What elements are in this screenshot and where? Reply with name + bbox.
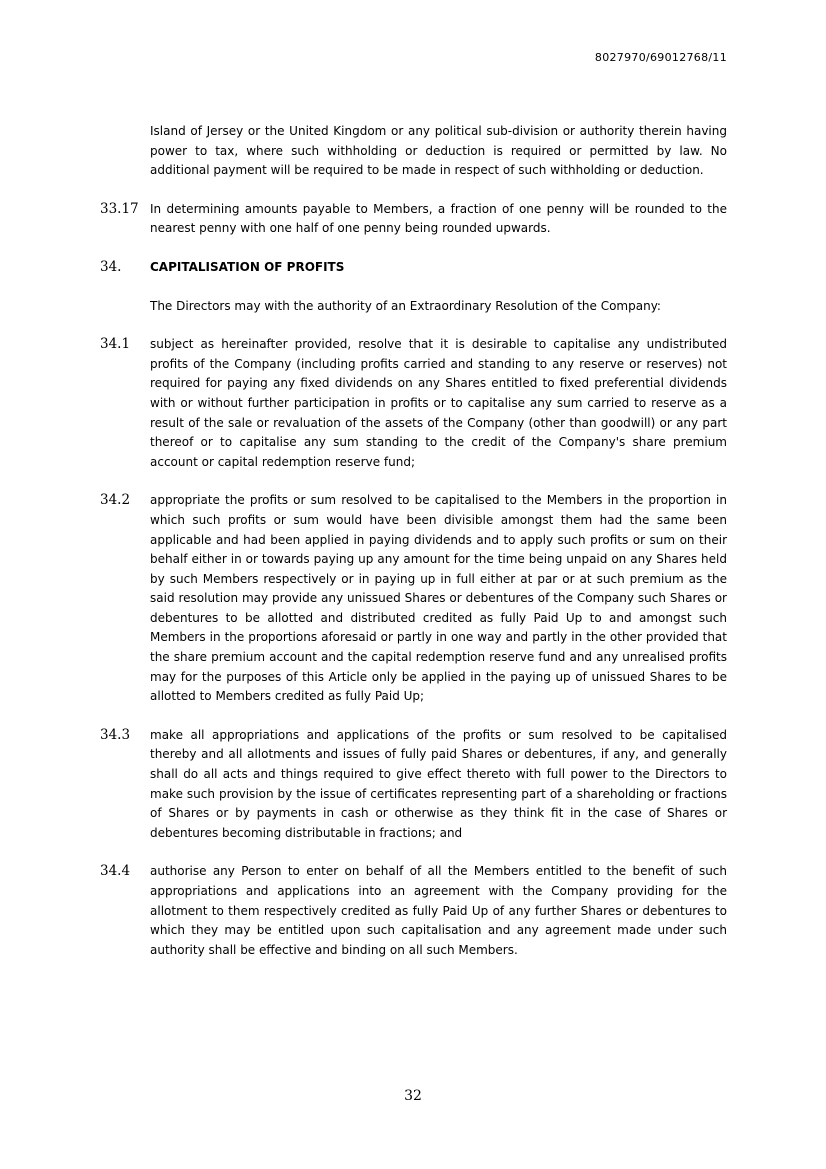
clause-number: 34.3: [100, 726, 131, 743]
clause-text: appropriate the profits or sum resolved to be capitalised to the Members in the proportion in which such profits or sum would have been divisible amongst them had the same been applicable and had been applied in paying dividends and to apply such profits or sum on their behalf either in or towards paying up any amount for the time being unpaid on any Shares held by such Members respectively or in paying up in full either at par or at such premium as the said resolution may provide any unissued Shares or debentures of the Company such Shares or debentures to be allotted and distributed credited as fully Paid Up to and amongst such Members in the proportions aforesaid or partly in one way and partly in the other provided that the share premium account and the capital redemption reserve fund and any unrealised profits may for the purposes of this Article only be applied in the paying up of unissued Shares to be allotted to Members credited as fully Paid Up;: [150, 493, 727, 704]
clause-text: subject as hereinafter provided, resolve that it is desirable to capitalise any undistributed profits of the Company (including profits carried and standing to any reserve or reserves) not required for paying any fixed dividends on any Shares entitled to fixed preferential dividends with or without further participation in profits or to capitalise any sum carried to reserve as a result of the sale or revaluation of the assets of the Company (other than goodwill) or any part thereof or to capitalise any sum standing to the credit of the Company's share premium account or capital redemption reserve fund;: [150, 337, 727, 469]
clause-34-3: [100, 726, 727, 844]
clause-text: In determining amounts payable to Members, a fraction of one penny will be rounded to the nearest penny with one half of one penny being rounded upwards.: [150, 201, 727, 236]
continuation-text: Island of Jersey or the United Kingdom or any political sub-division or authority therein having power to tax, where such withholding or deduction is required or permitted by law. No additional payment will be required to be made in respect of such withholding or deduction.: [150, 124, 727, 178]
clause-34-1: [100, 335, 727, 472]
clause-number: 33.17: [100, 200, 139, 217]
clause-34-4: [100, 862, 727, 960]
clause-33-17: [100, 200, 727, 239]
document-body: [0, 122, 826, 960]
clause-number: 34.2: [100, 492, 131, 509]
clause-number: 34.4: [100, 863, 131, 880]
section-number: 34.: [100, 258, 122, 275]
section-heading: CAPITALISATION OF PROFITS: [150, 259, 345, 274]
clause-34-2: [100, 491, 727, 707]
continuation-paragraph: [150, 122, 727, 181]
section-34-heading: [100, 258, 727, 278]
page-number: 32: [404, 1088, 422, 1104]
document-reference: 8027970/69012768/11: [594, 51, 727, 64]
clause-text: authorise any Person to enter on behalf of all the Members entitled to the benefit of such appropriations and applications into an agreement with the Company providing for the allotment to them respectively credited as fully Paid Up of any further Shares or debentures to which they may be entitled upon such capitalisation and any agreement made under such authority shall be effective and binding on all such Members.: [150, 864, 727, 957]
section-intro-text: The Directors may with the authority of an Extraordinary Resolution of the Company:: [150, 298, 661, 313]
clause-number: 34.1: [100, 336, 131, 353]
section-34-intro: [150, 297, 727, 317]
clause-text: make all appropriations and applications of the profits or sum resolved to be capitalised thereby and all allotments and issues of fully paid Shares or debentures, if any, and generally shall do all acts and things required to give effect thereto with full power to the Directors to make such provision by the issue of certificates representing part of a shareholding or fractions of Shares or by payments in cash or otherwise as they think fit in the case of Shares or debentures becoming distributable in fractions; and: [150, 727, 727, 840]
